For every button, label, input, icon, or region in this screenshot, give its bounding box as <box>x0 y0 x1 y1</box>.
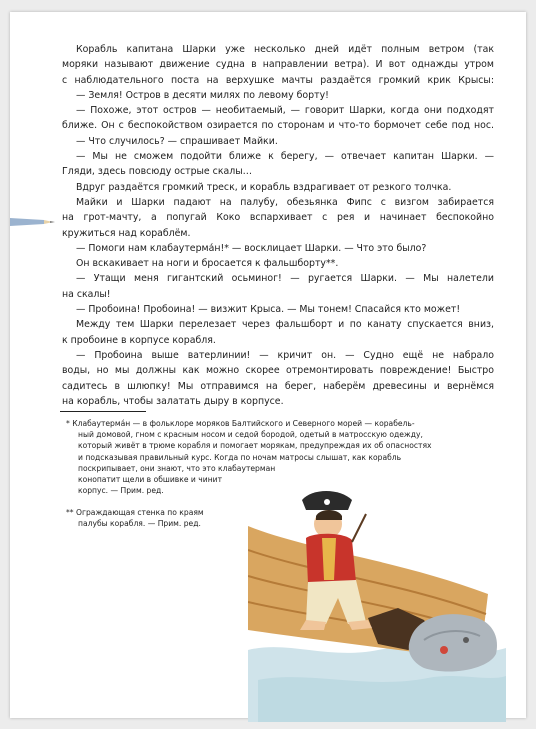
footnote-line: который живёт в трюме корабля и помогает морякам, предупреждая их об опасностях <box>78 441 432 451</box>
footnote-line: ** Ограждающая стенка по краям <box>66 508 204 517</box>
story-line: — Похоже, этот остров — необитаемый, — говорит Шарки, когда они подходят <box>76 105 494 117</box>
story-line: — Утащи меня гигантский осьминог! — ругается Шарки. — Мы налетели <box>76 273 494 285</box>
story-line: Он вскакивает на ноги и бросается к фальшборту**. <box>76 258 339 270</box>
story-line: — Пробоина выше ватерлинии! — кричит он. — Судно ещё не набрало <box>76 349 494 361</box>
story-line: — Земля! Остров в десяти милях по левому борту! <box>76 89 329 101</box>
story-line: — Пробоина! Пробоина! — визжит Крыса. — Мы тонем! Спасайся кто может! <box>76 304 461 316</box>
story-line: кружиться над кораблём. <box>62 227 191 239</box>
pirate-illustration <box>248 490 506 722</box>
footnote-divider <box>60 411 146 412</box>
story-line: на грот-мачту, а попугай Коко вспархивает с рея и начинает беспокойно <box>62 212 494 224</box>
story-line: воды, но мы должны как можно скорее отремонтировать повреждение! Быстро <box>62 365 494 377</box>
footnote-klabautermann <box>66 418 496 496</box>
story-line: Гляди, здесь повсюду острые скалы… <box>62 166 253 178</box>
story-line: Вдруг раздаётся громкий треск, и корабль вздрагивает от резкого толчка. <box>76 181 452 193</box>
story-line: моряки называют движение судна в направлении ветра). И вот однажды утром <box>62 59 494 71</box>
story-line: на скалы! <box>62 288 111 300</box>
story-line: Корабль капитана Шарки уже несколько дней идёт полным ветром (так <box>76 44 494 55</box>
story-line: садитесь в шлюпку! Мы отправимся на берег, наберём древесины и вернёмся <box>62 380 494 392</box>
story-line: с наблюдательного поста на верхушке мачты раздаётся громкий крик Крысы: <box>62 74 494 86</box>
story-line: — Мы не сможем подойти ближе к берегу, — отвечает капитан Шарки. — <box>76 151 494 163</box>
pencil-icon <box>10 216 56 228</box>
story-line: — Что случилось? — спрашивает Майки. <box>76 135 278 147</box>
story-line: к пробоине в корпусе корабля. <box>62 334 216 346</box>
footnote-line: корпус. — Прим. ред. <box>78 486 164 496</box>
story-line: Майки и Шарки падают на палубу, обезьянка Фипс с визгом забирается <box>76 196 494 208</box>
footnote-line: поскрипывает, они знают, что это клабаутерман <box>78 463 276 473</box>
story-text <box>62 42 494 409</box>
book-page <box>10 12 526 718</box>
footnote-line: * Клабаутерма́н — в фольклоре моряков Балтийского и Северного морей — корабель- <box>66 419 415 428</box>
footnote-line: ный домовой, гном с красным носом и седой бородой, одетый в матросскую одежду, <box>78 430 423 440</box>
story-line: — Помоги нам клабаутерма́н!* — восклицает Шарки. — Что это было? <box>76 242 427 254</box>
footnote-line: палубы корабля. — Прим. ред. <box>78 519 201 529</box>
story-line: ближе. Он с беспокойством озирается по сторонам и что-то бормочет себе под нос. <box>62 120 494 132</box>
story-line: на корабль, чтобы залатать дыру в корпусе. <box>62 395 284 407</box>
story-line: Между тем Шарки перелезает через фальшборт и по канату спускается вниз, <box>76 319 494 331</box>
footnote-line: и подсказывая правильный курс. Когда по ночам матросы слышат, как корабль <box>78 452 402 462</box>
footnote-line: конопатит щели в обшивке и чинит <box>78 474 223 484</box>
